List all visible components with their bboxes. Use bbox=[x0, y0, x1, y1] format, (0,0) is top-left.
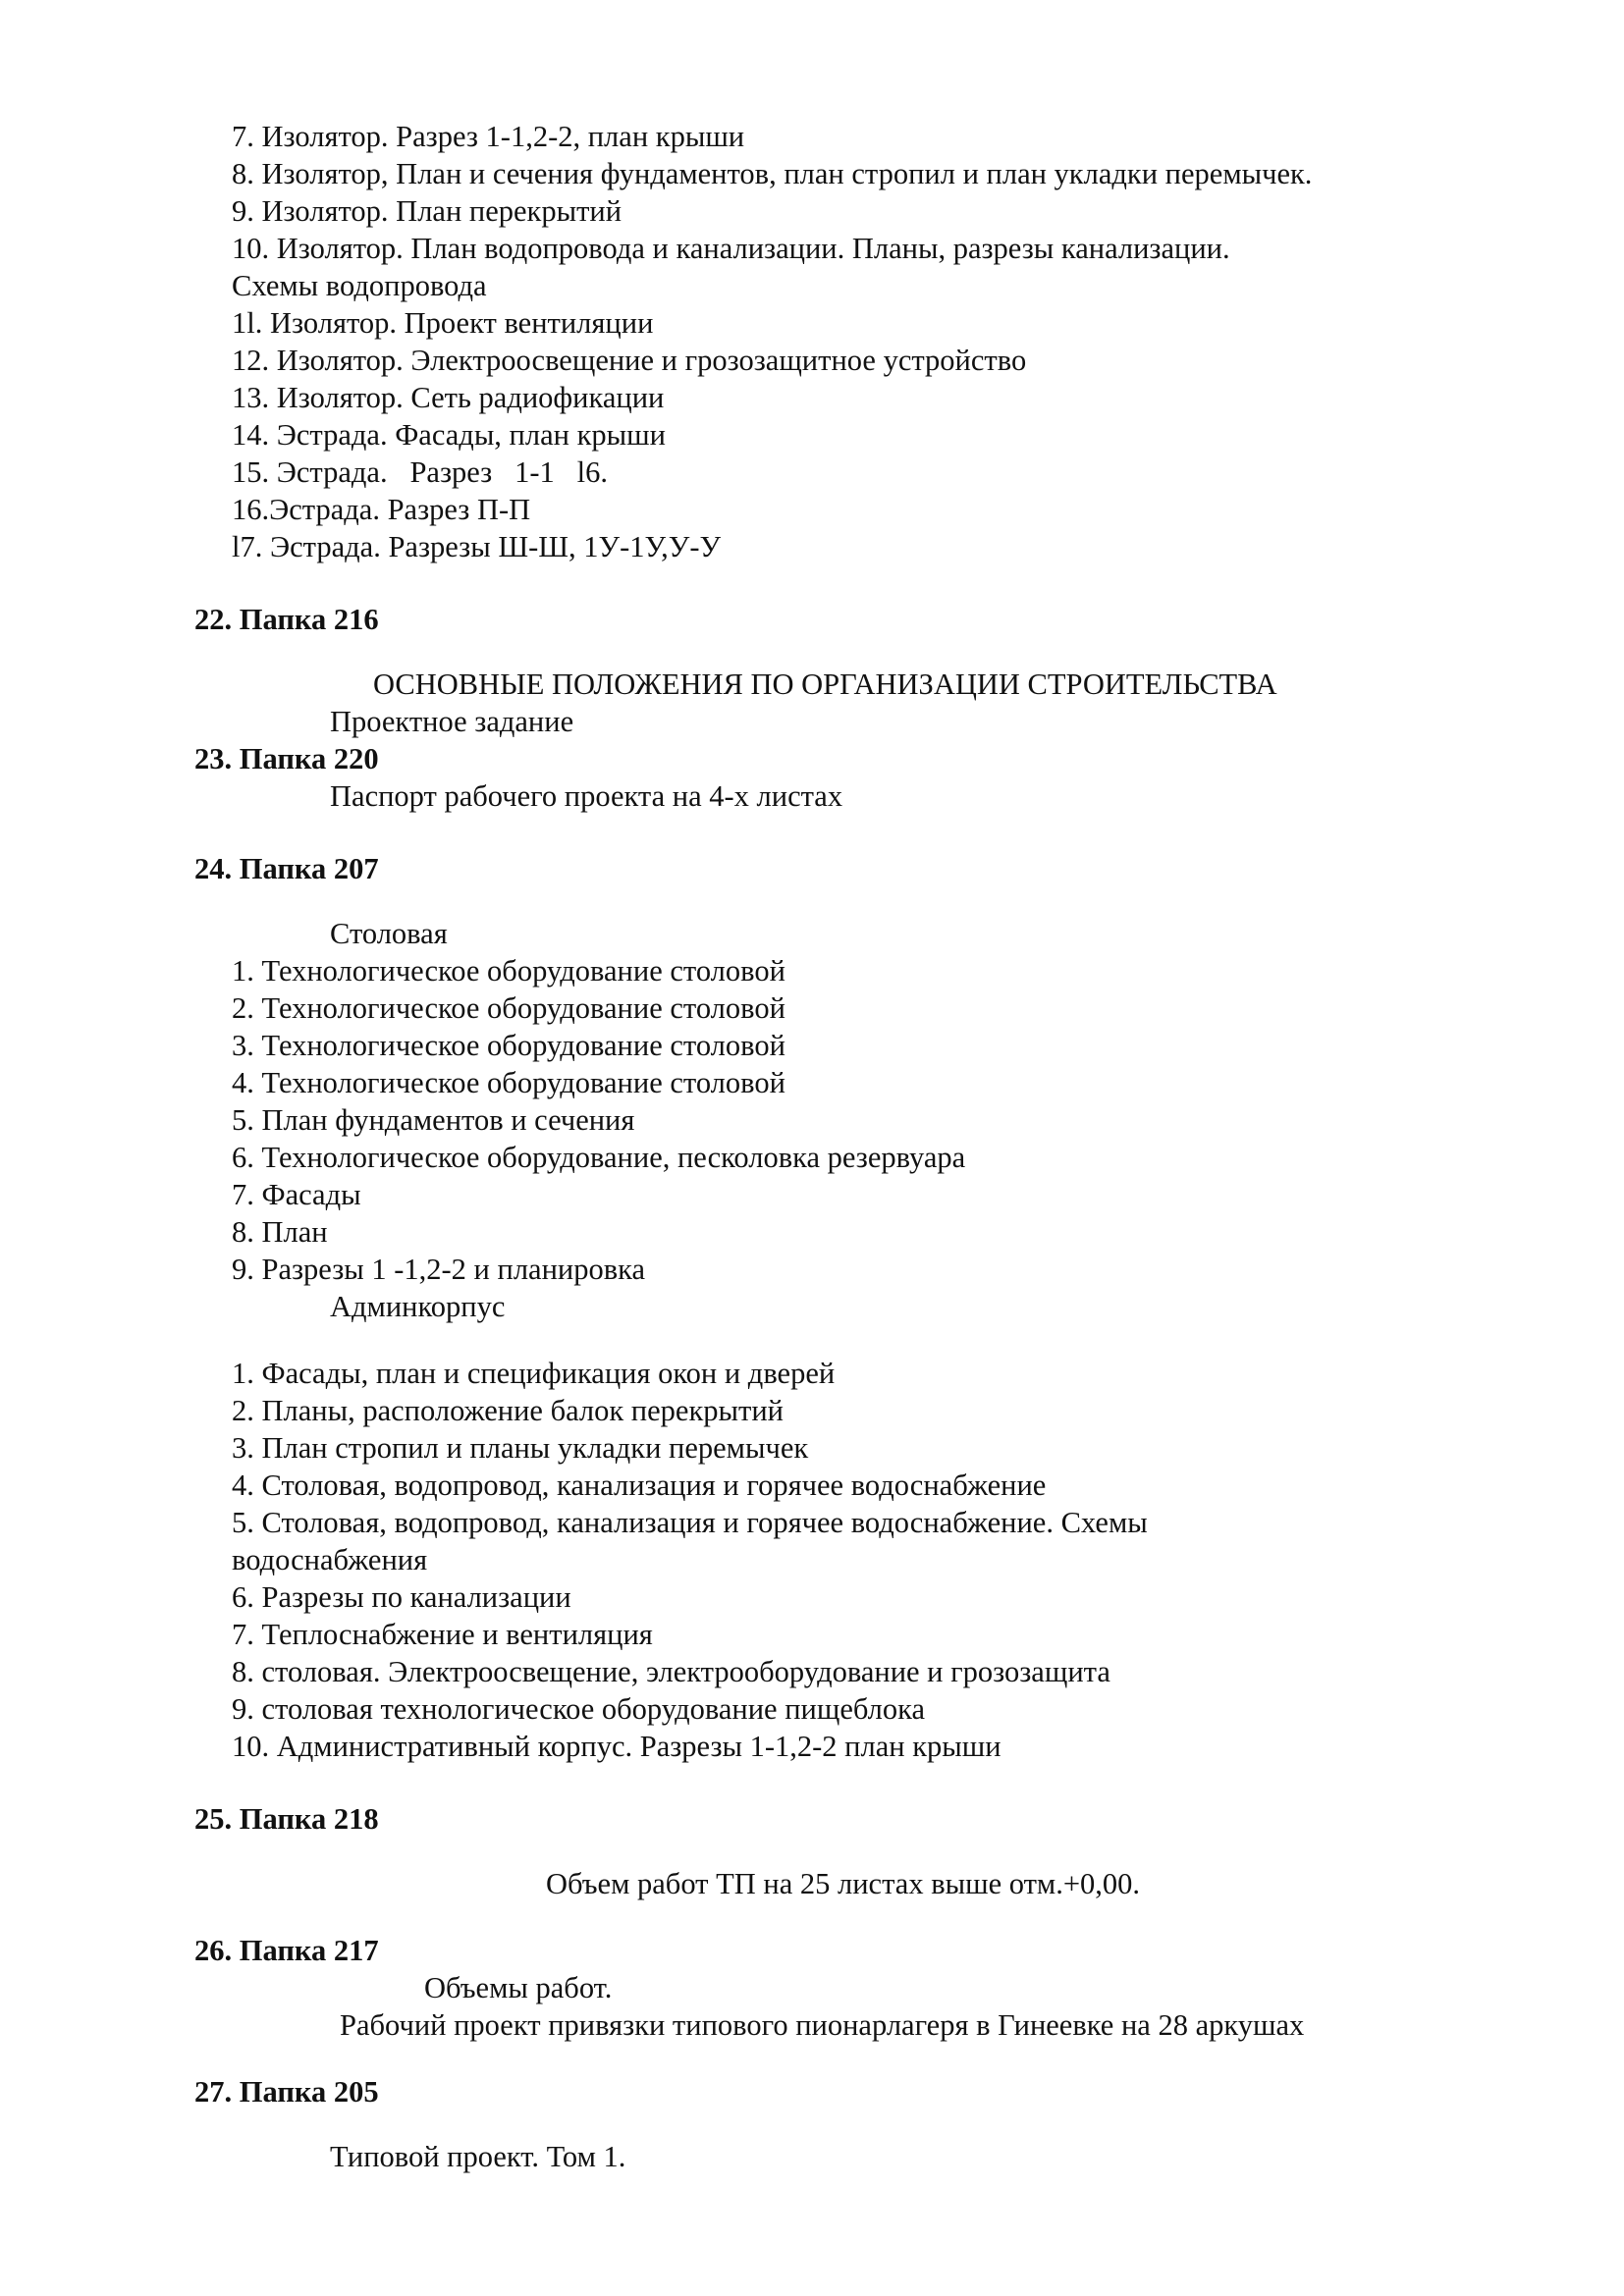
list-item: 5. План фундаментов и сечения bbox=[232, 1103, 635, 1137]
list-item: 10. Административный корпус. Разрезы 1-1,2-2 план крыши bbox=[232, 1730, 1001, 1763]
list-item: 14. Эстрада. Фасады, план крыши bbox=[232, 418, 666, 452]
list-item: 3. Технологическое оборудование столовой bbox=[232, 1029, 785, 1062]
list-item: 5. Столовая, водопровод, канализация и горячее водоснабжение. Схемы bbox=[232, 1506, 1148, 1539]
section-line: Рабочий проект привязки типового пионарлагеря в Гинеевке на 28 аркушах bbox=[340, 2008, 1305, 2042]
list-item: 8. Изолятор, План и сечения фундаментов, план стропил и план укладки перемычек. bbox=[232, 157, 1313, 190]
group-title: Админкорпус bbox=[330, 1290, 506, 1323]
list-item: 4. Технологическое оборудование столовой bbox=[232, 1066, 785, 1099]
list-item: водоснабжения bbox=[232, 1543, 428, 1576]
section-heading: 26. Папка 217 bbox=[194, 1934, 379, 1967]
section-line: Объемы работ. bbox=[424, 1971, 613, 2004]
list-item: 10. Изолятор. План водопровода и канализации. Планы, разрезы канализации. bbox=[232, 232, 1230, 265]
list-item: 6. Разрезы по канализации bbox=[232, 1580, 571, 1614]
section-heading: 27. Папка 205 bbox=[194, 2075, 379, 2109]
section-heading: 24. Папка 207 bbox=[194, 852, 379, 885]
list-item: 3. План стропил и планы укладки перемычек bbox=[232, 1431, 809, 1465]
section-title: ОСНОВНЫЕ ПОЛОЖЕНИЯ ПО ОРГАНИЗАЦИИ СТРОИТЕЛЬСТВА bbox=[373, 667, 1277, 701]
list-item: 8. столовая. Электроосвещение, электрооборудование и грозозащита bbox=[232, 1655, 1110, 1688]
list-item: 16.Эстрада. Разрез П-П bbox=[232, 493, 531, 526]
list-item: Схемы водопровода bbox=[232, 269, 487, 302]
section-line: Типовой проект. Том 1. bbox=[330, 2140, 626, 2173]
list-item: 13. Изолятор. Сеть радиофикации bbox=[232, 381, 665, 414]
list-item: 4. Столовая, водопровод, канализация и горячее водоснабжение bbox=[232, 1468, 1047, 1502]
list-item: 7. Изолятор. Разрез 1-1,2-2, план крыши bbox=[232, 120, 745, 153]
section-line: Паспорт рабочего проекта на 4-х листах bbox=[330, 779, 843, 813]
list-item: 12. Изолятор. Электроосвещение и грозозащитное устройство bbox=[232, 344, 1027, 377]
list-item: 2. Планы, расположение балок перекрытий bbox=[232, 1394, 784, 1427]
list-item: 7. Фасады bbox=[232, 1178, 361, 1211]
list-item: 15. Эстрада. Разрез 1-1 l6. bbox=[232, 455, 608, 489]
section-heading: 25. Папка 218 bbox=[194, 1802, 379, 1836]
section-heading: 22. Папка 216 bbox=[194, 603, 379, 636]
list-item: 2. Технологическое оборудование столовой bbox=[232, 991, 785, 1025]
list-item: 6. Технологическое оборудование, песколовка резервуара bbox=[232, 1141, 966, 1174]
section-line: Объем работ ТП на 25 листах выше отм.+0,00. bbox=[546, 1867, 1141, 1900]
list-item: 9. Изолятор. План перекрытий bbox=[232, 194, 623, 228]
list-item: 1. Технологическое оборудование столовой bbox=[232, 954, 785, 988]
list-item: 1. Фасады, план и спецификация окон и дверей bbox=[232, 1357, 836, 1390]
list-item: 9. Разрезы 1 -1,2-2 и планировка bbox=[232, 1253, 646, 1286]
group-title: Столовая bbox=[330, 917, 448, 950]
list-item: 8. План bbox=[232, 1215, 328, 1249]
list-item: 7. Теплоснабжение и вентиляция bbox=[232, 1618, 653, 1651]
list-item: l7. Эстрада. Разрезы Ш-Ш, 1У-1У,У-У bbox=[232, 530, 722, 563]
list-item: 9. столовая технологическое оборудование пищеблока bbox=[232, 1692, 925, 1726]
section-subtitle: Проектное задание bbox=[330, 705, 574, 738]
section-heading: 23. Папка 220 bbox=[194, 742, 379, 775]
list-item: 1l. Изолятор. Проект вентиляции bbox=[232, 306, 654, 340]
